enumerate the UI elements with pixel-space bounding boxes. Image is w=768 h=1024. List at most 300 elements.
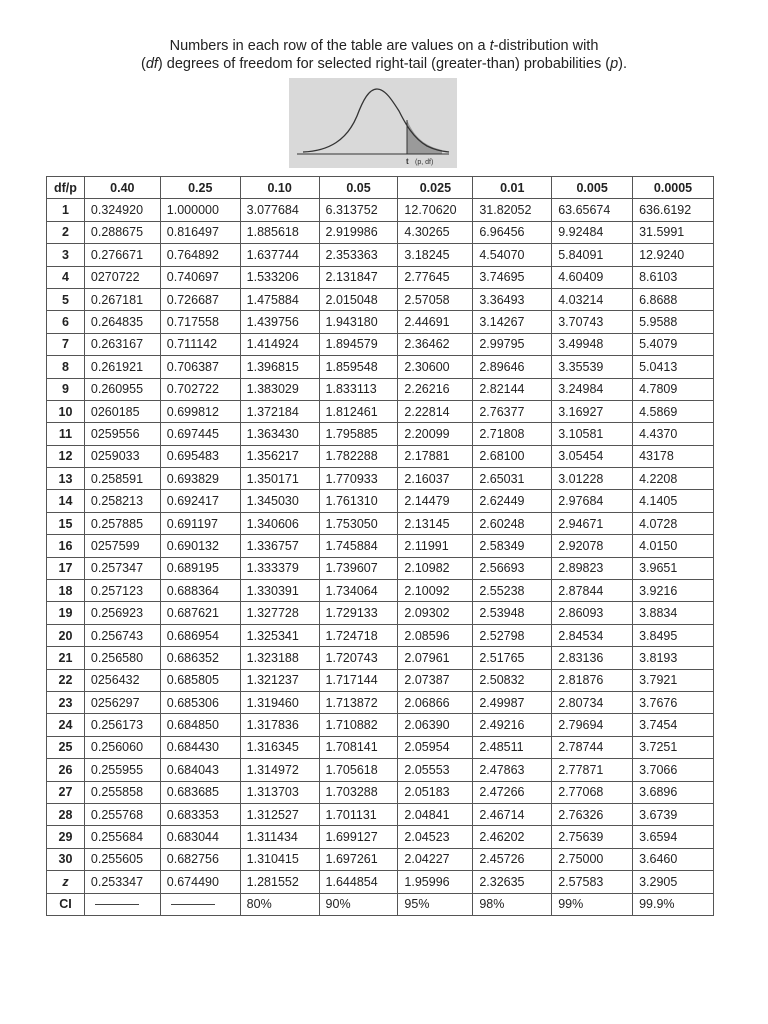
table-cell: 1.885618 [240, 221, 319, 243]
table-cell: 4.2208 [633, 468, 714, 490]
table-cell: 2.50832 [473, 669, 552, 691]
table-cell: 0.689195 [160, 557, 240, 579]
row-label: 5 [47, 288, 85, 310]
table-cell: 3.077684 [240, 199, 319, 221]
table-cell: 2.49216 [473, 714, 552, 736]
row-label: CI [47, 893, 85, 915]
table-cell: 1.439756 [240, 311, 319, 333]
table-cell: 0.717558 [160, 311, 240, 333]
table-cell: 1.859548 [319, 356, 398, 378]
table-cell: 3.8193 [633, 647, 714, 669]
table-cell: 2.44691 [398, 311, 473, 333]
table-cell: 0.726687 [160, 288, 240, 310]
header-prob-0.005: 0.005 [552, 177, 633, 199]
table-cell: 2.94671 [552, 512, 633, 534]
table-cell: 1.363430 [240, 423, 319, 445]
table-cell: 3.70743 [552, 311, 633, 333]
table-cell: 2.05553 [398, 759, 473, 781]
table-row [47, 669, 714, 691]
dash-line [171, 904, 215, 905]
table-cell: 0.255605 [84, 848, 160, 870]
table-cell: 2.77871 [552, 759, 633, 781]
table-cell: 4.4370 [633, 423, 714, 445]
table-cell: 2.97684 [552, 490, 633, 512]
table-cell: 95% [398, 893, 473, 915]
table-cell: 5.4079 [633, 333, 714, 355]
table-cell: 4.7809 [633, 378, 714, 400]
row-label: 8 [47, 356, 85, 378]
row-label: 14 [47, 490, 85, 512]
table-cell: 1.333379 [240, 557, 319, 579]
critical-value-label-args: (p, df) [415, 159, 434, 166]
page-title [0, 37, 768, 73]
table-cell: 0256432 [84, 669, 160, 691]
table-cell: 5.9588 [633, 311, 714, 333]
table-row [47, 244, 714, 266]
table-row [47, 400, 714, 422]
dash-line [95, 904, 139, 905]
table-body [47, 199, 714, 916]
table-row [47, 512, 714, 534]
table-cell: 3.14267 [473, 311, 552, 333]
table-row [47, 423, 714, 445]
table-cell: 1.734064 [319, 580, 398, 602]
table-cell: 2.14479 [398, 490, 473, 512]
row-label: 22 [47, 669, 85, 691]
title-line-1 [0, 37, 768, 55]
table-cell: 0.253347 [84, 871, 160, 893]
table-cell: 1.372184 [240, 400, 319, 422]
table-cell: 0.695483 [160, 445, 240, 467]
table-cell: 3.7251 [633, 736, 714, 758]
table-cell: 1.414924 [240, 333, 319, 355]
table-cell: 99.9% [633, 893, 714, 915]
title-text: ) degrees of freedom for selected right-tail (greater-than) probabilities ( [157, 56, 611, 72]
table-cell: 0.688364 [160, 580, 240, 602]
table-cell: 1.345030 [240, 490, 319, 512]
table-cell: 6.313752 [319, 199, 398, 221]
title-text: -distribution with [493, 38, 599, 54]
t-distribution-table [46, 176, 714, 916]
table-cell: 3.36493 [473, 288, 552, 310]
table-cell: 4.54070 [473, 244, 552, 266]
table-cell: 3.6460 [633, 848, 714, 870]
table-cell: 2.71808 [473, 423, 552, 445]
table-cell: 3.6739 [633, 803, 714, 825]
table-cell: 2.92078 [552, 535, 633, 557]
right-tail-shaded-area [407, 120, 442, 154]
table-cell: 2.015048 [319, 288, 398, 310]
table-row [47, 714, 714, 736]
table-cell: 3.8495 [633, 624, 714, 646]
table-cell: 0.255768 [84, 803, 160, 825]
table-cell: 0.684850 [160, 714, 240, 736]
table-cell: 3.7921 [633, 669, 714, 691]
table-cell: 2.56693 [473, 557, 552, 579]
table-cell: 0.256580 [84, 647, 160, 669]
table-cell: 1.330391 [240, 580, 319, 602]
row-label: 13 [47, 468, 85, 490]
table-cell: 0.699812 [160, 400, 240, 422]
table-cell: 2.83136 [552, 647, 633, 669]
table-cell: 1.729133 [319, 602, 398, 624]
table-cell: 1.383029 [240, 378, 319, 400]
table-row [47, 199, 714, 221]
table-header [47, 177, 714, 199]
table-cell: 3.7066 [633, 759, 714, 781]
table-cell: 2.86093 [552, 602, 633, 624]
table-row [47, 378, 714, 400]
table-cell: 4.60409 [552, 266, 633, 288]
empty-dash-cell [84, 893, 160, 915]
table-cell: 0.690132 [160, 535, 240, 557]
table-cell: 1.812461 [319, 400, 398, 422]
table-row [47, 535, 714, 557]
table-cell: 0.687621 [160, 602, 240, 624]
header-prob-0.025: 0.025 [398, 177, 473, 199]
table-cell: 2.81876 [552, 669, 633, 691]
table-row [47, 333, 714, 355]
table-cell: 0.816497 [160, 221, 240, 243]
table-cell: 2.07387 [398, 669, 473, 691]
table-cell: 2.77068 [552, 781, 633, 803]
table-cell: 0.683353 [160, 803, 240, 825]
table-cell: 0260185 [84, 400, 160, 422]
table-cell: 0.324920 [84, 199, 160, 221]
table-cell: 12.9240 [633, 244, 714, 266]
table-cell: 0.261921 [84, 356, 160, 378]
table-row [47, 893, 714, 915]
table-cell: 0.685306 [160, 691, 240, 713]
table-row [47, 826, 714, 848]
table-cell: 1.000000 [160, 199, 240, 221]
table-cell: 2.82144 [473, 378, 552, 400]
table-row [47, 288, 714, 310]
table-cell: 31.82052 [473, 199, 552, 221]
row-label: 12 [47, 445, 85, 467]
table-cell: 1.713872 [319, 691, 398, 713]
table-cell: 0.255858 [84, 781, 160, 803]
table-cell: 1.701131 [319, 803, 398, 825]
table-cell: 3.01228 [552, 468, 633, 490]
table-cell: 2.04227 [398, 848, 473, 870]
table-cell: 4.30265 [398, 221, 473, 243]
table-cell: 3.6896 [633, 781, 714, 803]
table-cell: 2.51765 [473, 647, 552, 669]
row-label: 26 [47, 759, 85, 781]
table-cell: 3.2905 [633, 871, 714, 893]
table-cell: 1.340606 [240, 512, 319, 534]
table-cell: 1.356217 [240, 445, 319, 467]
table-cell: 3.7454 [633, 714, 714, 736]
table-cell: 12.70620 [398, 199, 473, 221]
critical-value-label-t: t [406, 157, 409, 166]
table-cell: 4.03214 [552, 288, 633, 310]
table-cell: 2.65031 [473, 468, 552, 490]
table-cell: 2.10092 [398, 580, 473, 602]
row-label: 16 [47, 535, 85, 557]
table-cell: 0.693829 [160, 468, 240, 490]
title-text: Numbers in each row of the table are values on a [169, 38, 490, 54]
table-cell: 1.533206 [240, 266, 319, 288]
table-row [47, 490, 714, 512]
table-cell: 3.9216 [633, 580, 714, 602]
row-label: 19 [47, 602, 85, 624]
table-cell: 1.795885 [319, 423, 398, 445]
title-italic-p: p [610, 56, 619, 72]
table-cell: 3.16927 [552, 400, 633, 422]
table-cell: 63.65674 [552, 199, 633, 221]
table-cell: 1.943180 [319, 311, 398, 333]
table-cell: 2.87844 [552, 580, 633, 602]
table-row [47, 803, 714, 825]
table-cell: 0.682756 [160, 848, 240, 870]
table-row [47, 445, 714, 467]
table-cell: 0.257347 [84, 557, 160, 579]
table-cell: 2.22814 [398, 400, 473, 422]
table-row [47, 647, 714, 669]
table-cell: 2.919986 [319, 221, 398, 243]
bell-curve-line [303, 89, 449, 152]
table-cell: 1.323188 [240, 647, 319, 669]
table-cell: 1.717144 [319, 669, 398, 691]
table-cell: 2.04523 [398, 826, 473, 848]
table-cell: 0.255684 [84, 826, 160, 848]
table-cell: 4.0728 [633, 512, 714, 534]
table-cell: 2.36462 [398, 333, 473, 355]
table-cell: 1.327728 [240, 602, 319, 624]
table-cell: 2.20099 [398, 423, 473, 445]
table-cell: 1.761310 [319, 490, 398, 512]
table-cell: 2.75639 [552, 826, 633, 848]
table-cell: 5.84091 [552, 244, 633, 266]
header-prob-0.25: 0.25 [160, 177, 240, 199]
t-distribution-figure [289, 78, 457, 168]
row-label: 28 [47, 803, 85, 825]
table-cell: 0.684430 [160, 736, 240, 758]
row-label: 9 [47, 378, 85, 400]
table-cell: 1.745884 [319, 535, 398, 557]
table-cell: 1.311434 [240, 826, 319, 848]
table-cell: 3.74695 [473, 266, 552, 288]
table-cell: 2.89823 [552, 557, 633, 579]
table-cell: 1.281552 [240, 871, 319, 893]
table-cell: 3.18245 [398, 244, 473, 266]
title-text: ). [618, 56, 627, 72]
table-cell: 0256297 [84, 691, 160, 713]
table-cell: 2.131847 [319, 266, 398, 288]
table-cell: 1.739607 [319, 557, 398, 579]
row-label: 25 [47, 736, 85, 758]
table-cell: 2.05954 [398, 736, 473, 758]
row-label: 27 [47, 781, 85, 803]
header-prob-0.0005: 0.0005 [633, 177, 714, 199]
table-cell: 2.10982 [398, 557, 473, 579]
table-cell: 98% [473, 893, 552, 915]
table-cell: 2.75000 [552, 848, 633, 870]
table-cell: 3.35539 [552, 356, 633, 378]
table-cell: 1.637744 [240, 244, 319, 266]
table-cell: 1.350171 [240, 468, 319, 490]
table-cell: 2.80734 [552, 691, 633, 713]
bell-curve-diagram [289, 78, 457, 168]
row-label: 2 [47, 221, 85, 243]
table-cell: 0.255955 [84, 759, 160, 781]
table-cell: 0.264835 [84, 311, 160, 333]
table-row [47, 759, 714, 781]
table-cell: 0259033 [84, 445, 160, 467]
table-cell: 2.09302 [398, 602, 473, 624]
table-cell: 1.475884 [240, 288, 319, 310]
table-cell: 2.99795 [473, 333, 552, 355]
table-cell: 0.683685 [160, 781, 240, 803]
table-cell: 2.06390 [398, 714, 473, 736]
table-cell: 0.256923 [84, 602, 160, 624]
table-cell: 1.782288 [319, 445, 398, 467]
row-label: 18 [47, 580, 85, 602]
table-cell: 0.256060 [84, 736, 160, 758]
table-row [47, 848, 714, 870]
table-cell: 0.258213 [84, 490, 160, 512]
table-cell: 5.0413 [633, 356, 714, 378]
table-cell: 1.325341 [240, 624, 319, 646]
table-cell: 2.55238 [473, 580, 552, 602]
table-cell: 1.95996 [398, 871, 473, 893]
table-cell: 0.256743 [84, 624, 160, 646]
row-label: 20 [47, 624, 85, 646]
table-row [47, 221, 714, 243]
table-cell: 1.720743 [319, 647, 398, 669]
table-cell: 2.11991 [398, 535, 473, 557]
row-label: 17 [47, 557, 85, 579]
title-text: ( [140, 56, 146, 72]
table-cell: 1.321237 [240, 669, 319, 691]
table-cell: 0.702722 [160, 378, 240, 400]
table-cell: 636.6192 [633, 199, 714, 221]
table-cell: 1.753050 [319, 512, 398, 534]
header-prob-0.10: 0.10 [240, 177, 319, 199]
table-cell: 2.30600 [398, 356, 473, 378]
row-label: 3 [47, 244, 85, 266]
row-label: 7 [47, 333, 85, 355]
table-cell: 6.96456 [473, 221, 552, 243]
row-label: 23 [47, 691, 85, 713]
table-cell: 0.684043 [160, 759, 240, 781]
table-cell: 99% [552, 893, 633, 915]
table-cell: 2.353363 [319, 244, 398, 266]
table-row [47, 557, 714, 579]
table-cell: 4.5869 [633, 400, 714, 422]
table-cell: 6.8688 [633, 288, 714, 310]
table-cell: 0.686954 [160, 624, 240, 646]
table-cell: 1.316345 [240, 736, 319, 758]
row-label: 29 [47, 826, 85, 848]
table-row [47, 468, 714, 490]
table-cell: 2.68100 [473, 445, 552, 467]
table-cell: 2.79694 [552, 714, 633, 736]
table-cell: 0.764892 [160, 244, 240, 266]
header-df-p: df/p [47, 177, 85, 199]
title-italic-t: t [489, 38, 494, 54]
table-cell: 2.76326 [552, 803, 633, 825]
table-row [47, 580, 714, 602]
table-cell: 1.317836 [240, 714, 319, 736]
table-cell: 2.57058 [398, 288, 473, 310]
table-row [47, 311, 714, 333]
table-cell: 3.8834 [633, 602, 714, 624]
table-cell: 2.05183 [398, 781, 473, 803]
title-italic-df: df [145, 56, 158, 72]
table-cell: 2.04841 [398, 803, 473, 825]
table-cell: 3.05454 [552, 445, 633, 467]
table-cell: 2.60248 [473, 512, 552, 534]
table-cell: 0.706387 [160, 356, 240, 378]
header-row [47, 177, 714, 199]
row-label: 1 [47, 199, 85, 221]
table-cell: 0.697445 [160, 423, 240, 445]
row-label: 21 [47, 647, 85, 669]
table-cell: 2.13145 [398, 512, 473, 534]
row-label: 10 [47, 400, 85, 422]
row-label: 24 [47, 714, 85, 736]
table-cell: 1.833113 [319, 378, 398, 400]
table-cell: 3.9651 [633, 557, 714, 579]
table-cell: 8.6103 [633, 266, 714, 288]
table-cell: 2.32635 [473, 871, 552, 893]
table-cell: 2.16037 [398, 468, 473, 490]
table-cell: 9.92484 [552, 221, 633, 243]
table-cell: 1.396815 [240, 356, 319, 378]
table-cell: 0270722 [84, 266, 160, 288]
table-cell: 0.257123 [84, 580, 160, 602]
table-cell: 1.710882 [319, 714, 398, 736]
table-row [47, 356, 714, 378]
table-cell: 0.685805 [160, 669, 240, 691]
table-cell: 80% [240, 893, 319, 915]
table-cell: 0.691197 [160, 512, 240, 534]
table-cell: 2.52798 [473, 624, 552, 646]
table-cell: 2.77645 [398, 266, 473, 288]
table-row [47, 602, 714, 624]
table-cell: 1.699127 [319, 826, 398, 848]
table-cell: 43178 [633, 445, 714, 467]
table-cell: 2.48511 [473, 736, 552, 758]
table-cell: 1.703288 [319, 781, 398, 803]
header-prob-0.40: 0.40 [84, 177, 160, 199]
table-row [47, 781, 714, 803]
table-cell: 0.288675 [84, 221, 160, 243]
table-cell: 2.45726 [473, 848, 552, 870]
table-cell: 0.692417 [160, 490, 240, 512]
table-cell: 1.705618 [319, 759, 398, 781]
table-cell: 4.1405 [633, 490, 714, 512]
table-cell: 2.76377 [473, 400, 552, 422]
table-cell: 0257599 [84, 535, 160, 557]
table-cell: 3.49948 [552, 333, 633, 355]
table-cell: 0.263167 [84, 333, 160, 355]
table-cell: 1.312527 [240, 803, 319, 825]
table-cell: 1.724718 [319, 624, 398, 646]
table-cell: 0.258591 [84, 468, 160, 490]
table-cell: 2.78744 [552, 736, 633, 758]
table-cell: 2.17881 [398, 445, 473, 467]
row-label: 4 [47, 266, 85, 288]
table-cell: 1.697261 [319, 848, 398, 870]
table-cell: 2.47266 [473, 781, 552, 803]
table-cell: 1.644854 [319, 871, 398, 893]
row-label: 6 [47, 311, 85, 333]
header-prob-0.05: 0.05 [319, 177, 398, 199]
